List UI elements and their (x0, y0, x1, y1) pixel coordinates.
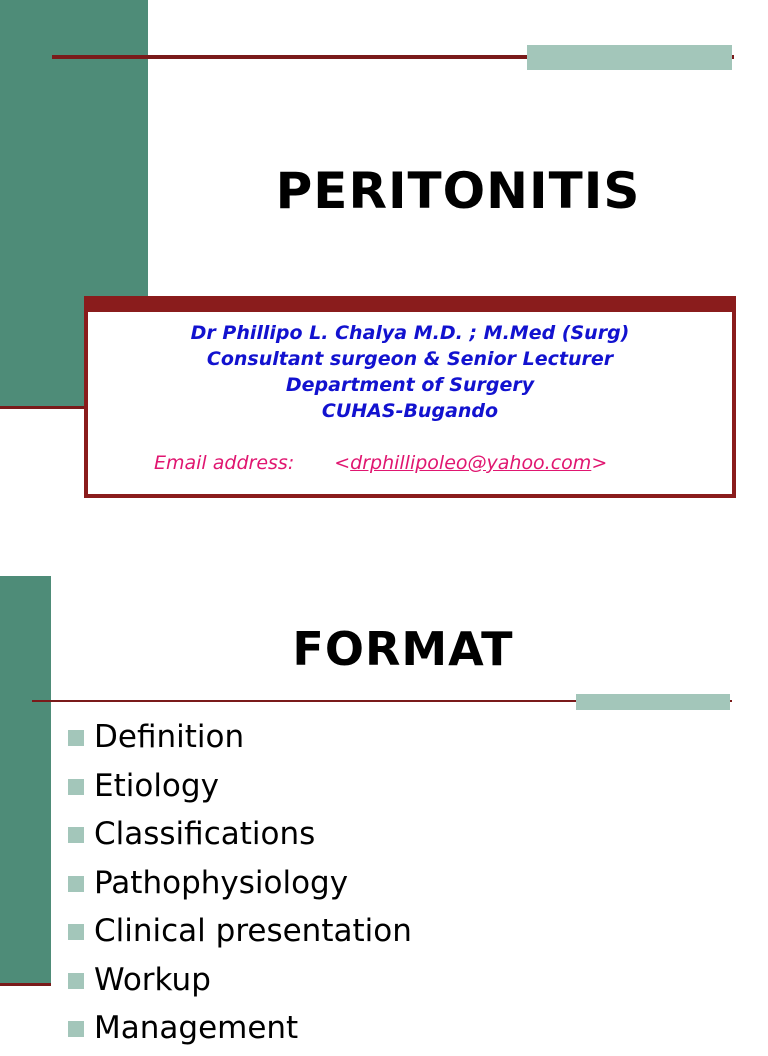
side-rule-line (0, 983, 51, 986)
top-accent-bar (527, 45, 732, 70)
list-item: Clinical presentation (68, 910, 412, 959)
top-accent-bar (576, 694, 730, 710)
bullet-square-icon (68, 827, 84, 843)
list-item: Classifications (68, 813, 412, 862)
slide-title: PERITONITIS (275, 162, 641, 220)
list-item: Pathophysiology (68, 862, 412, 911)
bullet-square-icon (68, 924, 84, 940)
author-institution: CUHAS-Bugando (321, 400, 499, 422)
list-item: Definition (68, 716, 412, 765)
bullet-square-icon (68, 730, 84, 746)
format-list (68, 716, 412, 1056)
email-label: Email address: (154, 452, 295, 474)
bullet-square-icon (68, 1021, 84, 1037)
slide-title: FORMAT (292, 622, 514, 676)
side-rule-line (0, 406, 84, 409)
author-position: Consultant surgeon & Senior Lecturer (206, 348, 614, 370)
author-name: Dr Phillipo L. Chalya M.D. ; M.Med (Surg) (190, 322, 630, 344)
email-open-bracket: < (334, 452, 351, 474)
email-line (154, 452, 607, 474)
author-details (88, 320, 732, 424)
format-slide (0, 576, 768, 1046)
list-item: Etiology (68, 765, 412, 814)
list-item: Management (68, 1007, 412, 1056)
bullet-square-icon (68, 876, 84, 892)
email-link[interactable]: drphillipoleo@yahoo.com (350, 452, 592, 474)
author-info-box (84, 296, 736, 498)
bullet-square-icon (68, 779, 84, 795)
list-item: Workup (68, 959, 412, 1008)
author-department: Department of Surgery (285, 374, 535, 396)
bullet-square-icon (68, 973, 84, 989)
email-close-bracket: > (591, 452, 608, 474)
